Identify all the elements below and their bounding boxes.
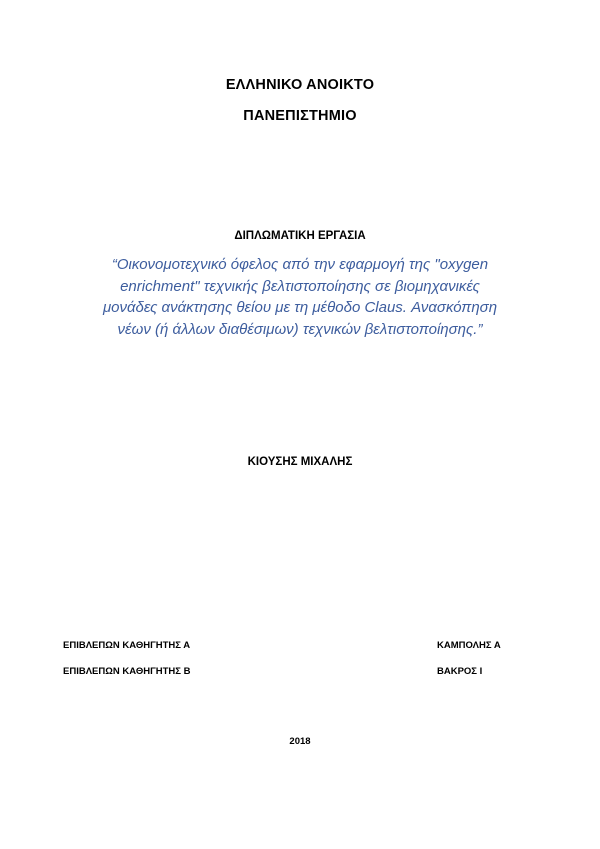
supervisor-name: ΚΑΜΠΟΛΗΣ Α <box>437 640 501 651</box>
thesis-title-line-4: νέων (ή άλλων διαθέσιμων) τεχνικών βελτιστοποίησης.” <box>117 321 483 339</box>
university-name-line-1: ΕΛΛΗΝΙΚΟ ΑΝΟΙΚΤΟ <box>225 77 375 93</box>
thesis-type-label: ΔΙΠΛΩΜΑΤΙΚΗ ΕΡΓΑΣΙΑ <box>234 230 366 242</box>
supervisor-name: ΒΑΚΡΟΣ Ι <box>437 666 483 677</box>
university-name-line-2: ΠΑΝΕΠΙΣΤΗΜΙΟ <box>243 108 357 124</box>
thesis-title-line-3: μονάδες ανάκτησης θείου με τη μέθοδο Claus. Ανασκόπηση <box>102 299 498 317</box>
author-name: ΚΙΟΥΣΗΣ ΜΙΧΑΛΗΣ <box>247 456 353 468</box>
supervisor-role: ΕΠΙΒΛΕΠΩΝ ΚΑΘΗΓΗΤΗΣ Β <box>63 666 191 677</box>
thesis-title <box>60 254 540 341</box>
publication-year: 2018 <box>289 736 311 747</box>
thesis-title-line-2: enrichment" τεχνικής βελτιστοποίησης σε βιομηχανικές <box>120 277 480 295</box>
thesis-title-line-1: “Οικονομοτεχνικό όφελος από την εφαρμογή της "oxygen <box>111 256 489 273</box>
supervisor-role: ΕΠΙΒΛΕΠΩΝ ΚΑΘΗΓΗΤΗΣ Α <box>63 640 191 651</box>
